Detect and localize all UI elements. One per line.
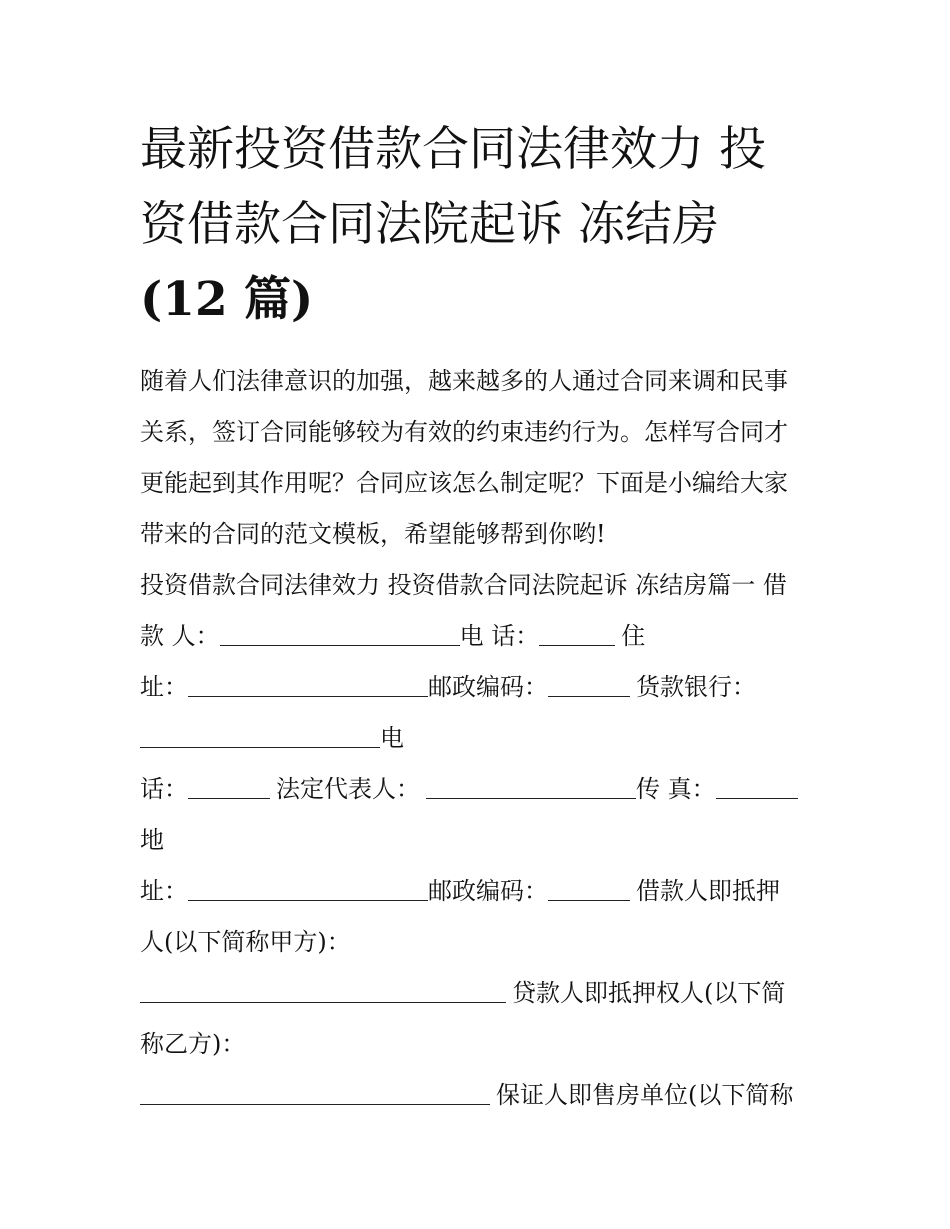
address-start: 住 bbox=[621, 622, 646, 650]
borrower-phone-line bbox=[140, 611, 820, 662]
guarantor-line bbox=[140, 1070, 820, 1121]
phone-label: 电 话： bbox=[459, 622, 540, 650]
postal-label-2: 邮政编码： bbox=[428, 877, 548, 905]
phone-blank bbox=[539, 619, 615, 646]
postal-label: 邮政编码： bbox=[428, 673, 548, 701]
phone-start: 电 bbox=[380, 724, 404, 752]
legal-rep-label: 法定代表人： bbox=[276, 775, 420, 803]
title-line-3: (12 篇) bbox=[140, 272, 314, 327]
intro-line-2: 关系，签订合同能够较为有效的约束违约行为。怎样写合同才 bbox=[140, 418, 788, 446]
lender-line bbox=[140, 968, 820, 1019]
address-blank bbox=[188, 670, 428, 697]
party-a-blank bbox=[140, 976, 506, 1003]
intro-line-4: 带来的合同的范文模板，希望能够帮到你哟! bbox=[140, 520, 606, 548]
loan-bank-blank bbox=[140, 721, 380, 748]
address-blank-2 bbox=[188, 874, 428, 901]
fax-blank bbox=[716, 772, 798, 799]
loan-bank-label: 货款银行： bbox=[636, 673, 756, 701]
mortgagor-label: 借款人即抵押 bbox=[636, 877, 780, 905]
address-postal-line bbox=[140, 662, 820, 713]
phone-end-blank bbox=[188, 772, 270, 799]
intro-line-3: 更能起到其作用呢？合同应该怎么制定呢？下面是小编给大家 bbox=[140, 469, 788, 497]
section-heading: 投资借款合同法律效力 投资借款合同法院起诉 冻结房篇一 借 bbox=[140, 571, 787, 599]
phone-legal-fax-line bbox=[140, 764, 820, 815]
guarantor-label: 保证人即售房单位(以下简称 bbox=[496, 1081, 794, 1109]
party-a-line: 人(以下简称甲方)： bbox=[140, 928, 351, 956]
party-b-blank bbox=[140, 1078, 490, 1105]
title-line-1: 最新投资借款合同法律效力 投 bbox=[140, 122, 766, 177]
legal-rep-blank bbox=[426, 772, 636, 799]
phone-end-label: 话： bbox=[140, 775, 188, 803]
loan-bank-line bbox=[140, 713, 820, 764]
postal-blank-2 bbox=[548, 874, 630, 901]
title-line-2: 资借款合同法院起诉 冻结房 bbox=[140, 197, 719, 252]
borrower-label: 款 人： bbox=[140, 622, 220, 650]
location-start-line: 地 bbox=[140, 826, 164, 854]
postal-blank bbox=[548, 670, 630, 697]
address-label-2: 址： bbox=[140, 877, 188, 905]
borrower-blank bbox=[220, 619, 460, 646]
address-postal-line-2 bbox=[140, 866, 820, 917]
address-label: 址： bbox=[140, 673, 188, 701]
document-title bbox=[140, 112, 830, 337]
fax-label: 传 真： bbox=[636, 775, 716, 803]
intro-line-1: 随着人们法律意识的加强，越来越多的人通过合同来调和民事 bbox=[140, 367, 788, 395]
document-body bbox=[140, 356, 820, 1121]
party-b-line: 称乙方)： bbox=[140, 1030, 246, 1058]
lender-label: 贷款人即抵押权人(以下简 bbox=[512, 979, 786, 1007]
